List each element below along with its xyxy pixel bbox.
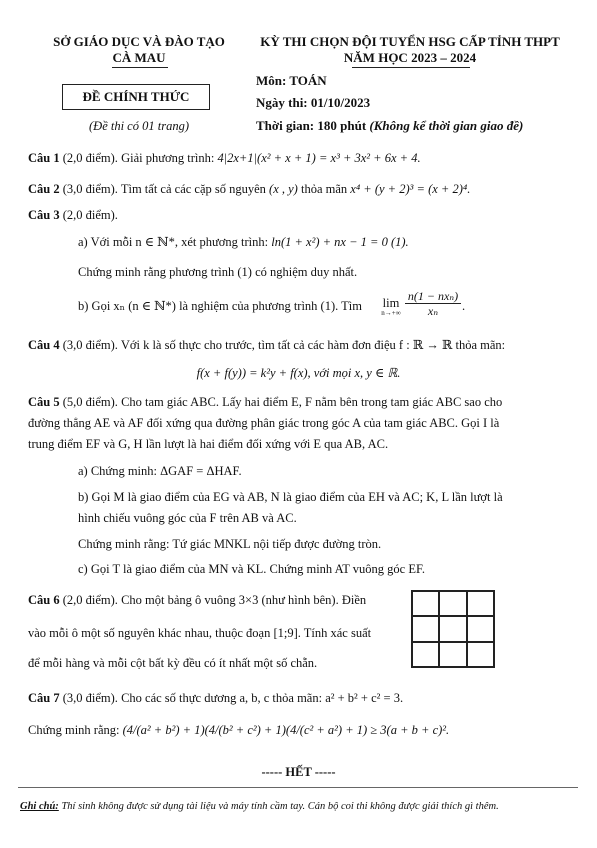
question-3a-prove: Chứng minh rằng phương trình (1) có nghiệm duy nhất. [78, 265, 358, 279]
question-6-line1: Cho một bảng ô vuông 3×3 (như hình bên). Điền [121, 593, 367, 607]
grid-3x3-figure [411, 590, 495, 668]
footer-note-text: Thí sinh không được sử dụng tài liệu và máy tính cầm tay. Cán bộ coi thi không được giải thích gì thêm. [61, 801, 499, 812]
question-4 [28, 337, 505, 353]
question-5c: c) Gọi T là giao điểm của MN và KL. Chứng minh AT vuông góc EF. [78, 562, 426, 576]
grid-cell [439, 642, 466, 667]
end-marker: ----- HẾT ----- [261, 765, 336, 779]
question-5a: a) Chứng minh: ΔGAF = ΔHAF. [78, 464, 242, 478]
grid-cell [412, 642, 439, 667]
question-4-formula: f(x + f(y)) = k²y + f(x), với mọi x, y ∈ ℝ. [196, 366, 401, 380]
question-5b-line1: b) Gọi M là giao điểm của EG và AB, N là giao điểm của EH và AC; K, L lần lượt là [78, 490, 503, 504]
question-7 [28, 690, 403, 706]
footer-note-label: Ghi chú: [20, 801, 59, 812]
question-3-label: Câu 3 [28, 208, 60, 222]
school-year: NĂM HỌC 2023 – 2024 [343, 50, 477, 65]
exam-date: Ngày thi: 01/10/2023 [256, 95, 371, 110]
question-4-text: Với k là số thực cho trước, tìm tất cả các hàm đơn điệu f : ℝ → ℝ thỏa mãn: [120, 338, 506, 352]
pages-note: (Đề thi có 01 trang) [89, 119, 189, 133]
exam-time-value: Thời gian: 180 phút [256, 118, 367, 133]
question-2-formula: x⁴ + (y + 2)³ = (x + 2)⁴. [350, 182, 471, 196]
limit-period: . [462, 299, 466, 313]
question-7-points: (3,0 điểm). [62, 691, 118, 705]
question-2-points: (3,0 điểm). [62, 182, 118, 196]
question-2-text2: thỏa mãn [300, 182, 348, 196]
limit-word: lim [382, 296, 400, 310]
header-underline-left [112, 67, 168, 68]
question-2-pair: (x , y) [269, 182, 298, 196]
exam-title: KỲ THI CHỌN ĐỘI TUYỂN HSG CẤP TỈNH THPT [260, 34, 560, 49]
question-3a [78, 234, 409, 250]
question-3-points: (2,0 điểm). [62, 208, 118, 222]
footer-divider [18, 787, 578, 788]
question-5-label: Câu 5 [28, 395, 60, 409]
footer-note [20, 801, 499, 812]
header-underline-right [352, 67, 470, 68]
question-3b-text: b) Gọi xₙ (n ∈ ℕ*) là nghiệm của phương trình (1). Tìm [78, 299, 362, 313]
question-6-line3: để mỗi hàng và mỗi cột bất kỳ đều có ít nhất một số chẵn. [28, 656, 318, 670]
limit-numerator: n(1 − nxₙ) [405, 289, 461, 304]
question-1-label: Câu 1 [28, 151, 60, 165]
grid-cell [467, 642, 494, 667]
question-5-points: (5,0 điểm). [62, 395, 118, 409]
question-6-label: Câu 6 [28, 593, 60, 607]
question-5-line1: Cho tam giác ABC. Lấy hai điểm E, F nằm bên trong tam giác ABC sao cho [121, 395, 503, 409]
limit-operator [380, 296, 402, 317]
question-1-points: (2,0 điểm). [62, 151, 118, 165]
official-exam-box [62, 84, 210, 110]
question-2-label: Câu 2 [28, 182, 60, 196]
question-1-text: Giải phương trình: [121, 151, 215, 165]
grid-cell [439, 591, 466, 616]
question-4-label: Câu 4 [28, 338, 60, 352]
department-province: CÀ MAU [112, 50, 166, 65]
question-5b-prove: Chứng minh rằng: Tứ giác MNKL nội tiếp được đường tròn. [78, 537, 382, 551]
subject-label: Môn: TOÁN [256, 73, 327, 88]
official-exam-label: ĐỀ CHÍNH THỨC [82, 89, 190, 104]
question-2-text: Tìm tất cả các cặp số nguyên [120, 182, 266, 196]
question-6 [28, 592, 366, 608]
grid-cell [412, 616, 439, 641]
question-5b-line2: hình chiếu vuông góc của F trên AB và AC. [78, 511, 297, 525]
question-7-line1: Cho các số thực dương a, b, c thỏa mãn: a² + b² + c² = 3. [121, 691, 404, 705]
question-4-points: (3,0 điểm). [62, 338, 118, 352]
question-3b [78, 298, 362, 314]
grid-cell [439, 616, 466, 641]
question-5-line3: trung điểm EF và G, H lần lượt là hai điểm đối xứng với E qua AB, AC. [28, 437, 389, 451]
question-1 [28, 150, 421, 166]
question-7-prove [28, 722, 449, 738]
question-7-formula: (4/(a² + b²) + 1)(4/(b² + c²) + 1)(4/(c² + a²) + 1) ≥ 3(a + b + c)². [122, 723, 450, 737]
question-5-line2: đường thẳng AE và AF đối xứng qua đường phân giác trong góc A của tam giác ABC. Gọi I là [28, 416, 500, 430]
grid-cell [467, 616, 494, 641]
question-7-label: Câu 7 [28, 691, 60, 705]
question-7-prove-label: Chứng minh rằng: [28, 723, 120, 737]
question-1-formula: 4|2x+1|(x² + x + 1) = x³ + 3x² + 6x + 4. [217, 151, 421, 165]
exam-time [256, 118, 523, 134]
question-3a-formula: ln(1 + x²) + nx − 1 = 0 (1). [271, 235, 409, 249]
question-5 [28, 394, 502, 410]
question-3 [28, 207, 118, 223]
grid-cell [467, 591, 494, 616]
limit-fraction [405, 289, 461, 318]
question-2 [28, 181, 470, 197]
question-6-line2: vào mỗi ô một số nguyên khác nhau, thuộc đoạn [1;9]. Tính xác suất [28, 626, 372, 640]
question-6-points: (2,0 điểm). [62, 593, 118, 607]
limit-denominator: xₙ [427, 304, 439, 318]
department-name: SỞ GIÁO DỤC VÀ ĐÀO TẠO [53, 34, 225, 49]
grid-cell [412, 591, 439, 616]
exam-time-note: (Không kể thời gian giao đề) [369, 118, 524, 133]
limit-subscript: n→+∞ [381, 309, 401, 317]
question-3a-text: a) Với mỗi n ∈ ℕ*, xét phương trình: [78, 235, 269, 249]
